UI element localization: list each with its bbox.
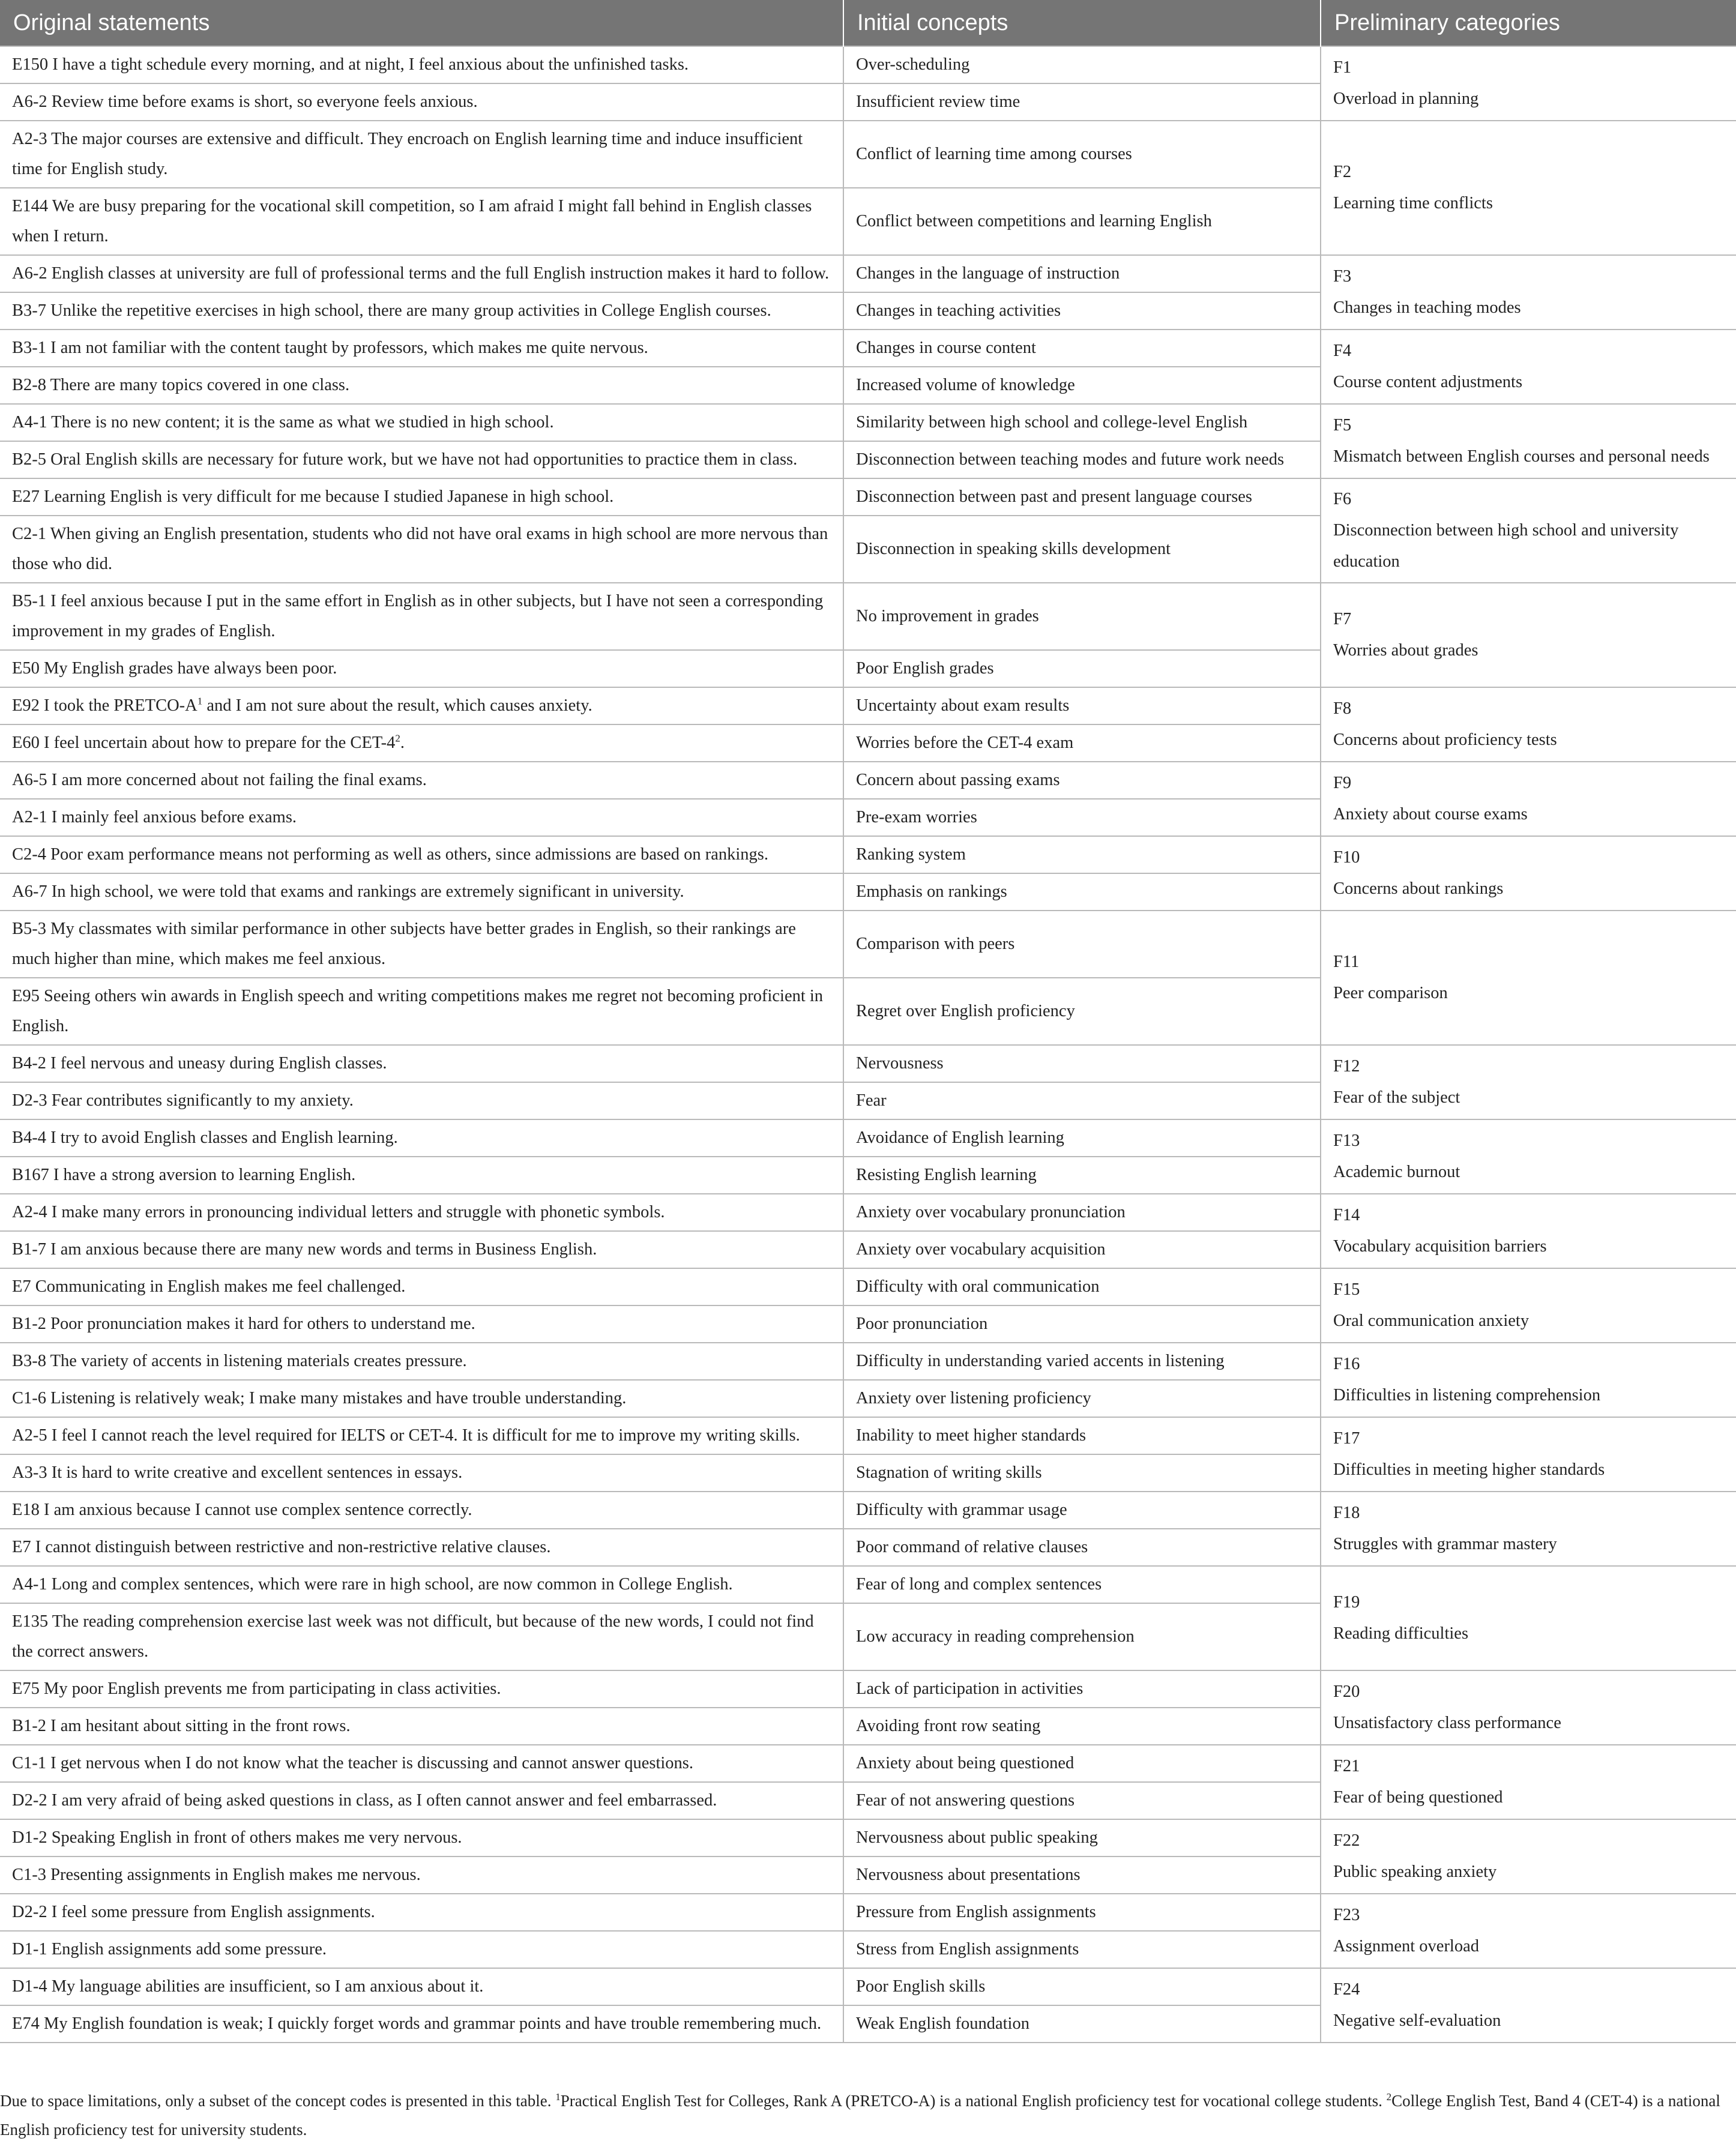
table-row (0, 1045, 1736, 1082)
original-statement-cell (0, 1745, 843, 1782)
statement-text: A2-5 I feel I cannot reach the level required for IELTS or CET-4. It is difficult for me to improve my writing skills. (12, 1426, 800, 1445)
original-statement-cell (0, 367, 843, 404)
statement-text: D1-2 Speaking English in front of others makes me very nervous. (12, 1828, 462, 1847)
category-cell (1321, 46, 1736, 121)
original-statement-cell (0, 1231, 843, 1268)
initial-concept-cell: Low accuracy in reading comprehension (843, 1603, 1321, 1670)
table-row (0, 330, 1736, 367)
category-name: Anxiety about course exams (1333, 805, 1528, 824)
initial-concept-cell: Resisting English learning (843, 1157, 1321, 1194)
table-row (0, 583, 1736, 650)
statement-text: B167 I have a strong aversion to learning English. (12, 1166, 356, 1184)
statement-text: E18 I am anxious because I cannot use complex sentence correctly. (12, 1501, 472, 1519)
category-cell (1321, 836, 1736, 911)
original-statement-cell (0, 583, 843, 650)
original-statement-cell (0, 1305, 843, 1343)
category-cell (1321, 1343, 1736, 1417)
header-initial-concepts: Initial concepts (843, 0, 1321, 46)
original-statement-cell (0, 1454, 843, 1492)
initial-concept-cell: Changes in teaching activities (843, 292, 1321, 330)
original-statement-cell (0, 836, 843, 873)
footnote-marker: 1 (197, 695, 203, 707)
table-row (0, 478, 1736, 516)
category-name: Mismatch between English courses and personal needs (1333, 447, 1710, 466)
statement-text: B3-7 Unlike the repetitive exercises in high school, there are many group activities in College English courses. (12, 301, 771, 320)
statement-text: D2-2 I feel some pressure from English assignments. (12, 1903, 375, 1921)
category-name: Public speaking anxiety (1333, 1862, 1497, 1881)
original-statement-cell (0, 1492, 843, 1529)
statement-text: C2-4 Poor exam performance means not performing as well as others, since admissions are based on rankings. (12, 845, 768, 864)
table-row (0, 1819, 1736, 1856)
initial-concept-cell: Difficulty with grammar usage (843, 1492, 1321, 1529)
statement-text: A6-7 In high school, we were told that exams and rankings are extremely significant in university. (12, 882, 684, 901)
statement-text: E92 I took the PRETCO-A (12, 696, 197, 715)
statement-text: A2-3 The major courses are extensive and difficult. They encroach on English learning time and induce insufficient time for English study. (12, 130, 803, 178)
table-row (0, 687, 1736, 724)
category-name: Disconnection between high school and university education (1333, 521, 1679, 571)
original-statement-cell (0, 1157, 843, 1194)
original-statement-cell (0, 1603, 843, 1670)
category-cell (1321, 1194, 1736, 1268)
initial-concept-cell: Regret over English proficiency (843, 978, 1321, 1045)
category-name: Concerns about rankings (1333, 879, 1504, 898)
category-name: Overload in planning (1333, 89, 1479, 108)
initial-concept-cell: Disconnection in speaking skills development (843, 516, 1321, 583)
category-code: F5 (1333, 416, 1352, 435)
initial-concept-cell: Concern about passing exams (843, 762, 1321, 799)
category-code: F20 (1333, 1682, 1360, 1701)
category-code: F10 (1333, 848, 1360, 867)
table-row (0, 121, 1736, 188)
category-cell (1321, 255, 1736, 330)
statement-text: A2-1 I mainly feel anxious before exams. (12, 808, 297, 827)
original-statement-cell (0, 978, 843, 1045)
original-statement-cell (0, 441, 843, 478)
category-name: Difficulties in listening comprehension (1333, 1386, 1601, 1405)
category-cell (1321, 478, 1736, 583)
original-statement-cell (0, 1380, 843, 1417)
initial-concept-cell: Poor command of relative clauses (843, 1529, 1321, 1566)
original-statement-cell (0, 650, 843, 687)
statement-text: C1-3 Presenting assignments in English makes me nervous. (12, 1865, 421, 1884)
table-row (0, 911, 1736, 978)
original-statement-cell (0, 1194, 843, 1231)
table-header (0, 0, 1736, 46)
statement-text: B1-7 I am anxious because there are many new words and terms in Business English. (12, 1240, 597, 1259)
original-statement-cell (0, 1670, 843, 1708)
category-cell (1321, 1968, 1736, 2043)
category-code: F19 (1333, 1593, 1360, 1612)
category-code: F22 (1333, 1831, 1360, 1850)
category-name: Learning time conflicts (1333, 194, 1493, 212)
statement-text: B2-5 Oral English skills are necessary for future work, but we have not had opportunities to practice them in class. (12, 450, 798, 469)
statement-text: C2-1 When giving an English presentation, students who did not have oral exams in high school are more nervous than those who did. (12, 525, 828, 573)
category-code: F4 (1333, 342, 1352, 360)
initial-concept-cell: Nervousness about public speaking (843, 1819, 1321, 1856)
statement-text: D2-3 Fear contributes significantly to my anxiety. (12, 1091, 354, 1110)
initial-concept-cell: Insufficient review time (843, 83, 1321, 121)
table-row (0, 1566, 1736, 1603)
initial-concept-cell: Inability to meet higher standards (843, 1417, 1321, 1454)
statement-text: C1-6 Listening is relatively weak; I make many mistakes and have trouble understanding. (12, 1389, 627, 1408)
original-statement-cell (0, 478, 843, 516)
initial-concept-cell: Similarity between high school and college-level English (843, 404, 1321, 441)
category-code: F15 (1333, 1280, 1360, 1299)
initial-concept-cell: Stagnation of writing skills (843, 1454, 1321, 1492)
statement-text: E60 I feel uncertain about how to prepare for the CET-4 (12, 733, 396, 752)
table-row (0, 404, 1736, 441)
category-code: F7 (1333, 610, 1352, 628)
statement-text-tail: . (400, 733, 405, 752)
statement-text: B3-8 The variety of accents in listening materials creates pressure. (12, 1352, 467, 1370)
category-cell (1321, 687, 1736, 762)
table-row (0, 1268, 1736, 1305)
initial-concept-cell: Over-scheduling (843, 46, 1321, 83)
category-code: F12 (1333, 1057, 1360, 1076)
header-preliminary-categories: Preliminary categories (1321, 0, 1736, 46)
initial-concept-cell: Ranking system (843, 836, 1321, 873)
category-cell (1321, 1566, 1736, 1670)
category-cell (1321, 1492, 1736, 1566)
category-cell (1321, 1745, 1736, 1819)
initial-concept-cell: Disconnection between teaching modes and future work needs (843, 441, 1321, 478)
category-cell (1321, 1894, 1736, 1968)
category-name: Peer comparison (1333, 984, 1448, 1002)
category-cell (1321, 911, 1736, 1045)
statement-text: A6-2 English classes at university are full of professional terms and the full English instruction makes it hard to follow. (12, 264, 830, 283)
category-name: Unsatisfactory class performance (1333, 1714, 1561, 1732)
statement-text: A6-5 I am more concerned about not failing the final exams. (12, 771, 427, 789)
initial-concept-cell: Poor pronunciation (843, 1305, 1321, 1343)
category-cell (1321, 1045, 1736, 1119)
initial-concept-cell: Poor English skills (843, 1968, 1321, 2005)
statement-text: B5-3 My classmates with similar performance in other subjects have better grades in English, so their rankings are much higher than mine, which makes me feel anxious. (12, 920, 796, 968)
statement-text: A2-4 I make many errors in pronouncing individual letters and struggle with phonetic symbols. (12, 1203, 665, 1221)
statement-text: E150 I have a tight schedule every morning, and at night, I feel anxious about the unfinished tasks. (12, 55, 689, 74)
initial-concept-cell: Anxiety about being questioned (843, 1745, 1321, 1782)
footnote-text-3: College English Test, Band 4 (CET-4) is a national English proficiency test for university students. (0, 2092, 1720, 2139)
initial-concept-cell: Conflict between competitions and learning English (843, 188, 1321, 255)
footnote-marker-1: 1 (555, 2091, 561, 2103)
statement-text: E75 My poor English prevents me from participating in class activities. (12, 1679, 501, 1698)
original-statement-cell (0, 1968, 843, 2005)
footnote-text-1: Due to space limitations, only a subset of the concept codes is presented in this table. (0, 2092, 556, 2110)
initial-concept-cell: Anxiety over vocabulary acquisition (843, 1231, 1321, 1268)
category-code: F17 (1333, 1429, 1360, 1448)
statement-text-tail: and I am not sure about the result, which causes anxiety. (202, 696, 592, 715)
category-code: F18 (1333, 1504, 1360, 1522)
statement-text: B3-1 I am not familiar with the content taught by professors, which makes me quite nervous. (12, 339, 648, 357)
statement-text: E27 Learning English is very difficult for me because I studied Japanese in high school. (12, 487, 614, 506)
original-statement-cell (0, 1082, 843, 1119)
initial-concept-cell: Fear of long and complex sentences (843, 1566, 1321, 1603)
category-cell (1321, 1670, 1736, 1745)
category-code: F21 (1333, 1757, 1360, 1775)
category-code: F13 (1333, 1131, 1360, 1150)
category-name: Concerns about proficiency tests (1333, 730, 1557, 749)
category-code: F8 (1333, 699, 1352, 718)
category-name: Course content adjustments (1333, 373, 1523, 391)
initial-concept-cell: Avoiding front row seating (843, 1708, 1321, 1745)
original-statement-cell (0, 911, 843, 978)
category-code: F9 (1333, 774, 1352, 792)
statement-text: A4-1 There is no new content; it is the same as what we studied in high school. (12, 413, 554, 432)
initial-concept-cell: Difficulty with oral communication (843, 1268, 1321, 1305)
original-statement-cell (0, 1819, 843, 1856)
initial-concept-cell: Worries before the CET-4 exam (843, 724, 1321, 762)
category-name: Changes in teaching modes (1333, 298, 1521, 317)
statement-text: B4-2 I feel nervous and uneasy during English classes. (12, 1054, 387, 1073)
initial-concept-cell: Pressure from English assignments (843, 1894, 1321, 1931)
original-statement-cell (0, 330, 843, 367)
initial-concept-cell: Nervousness (843, 1045, 1321, 1082)
original-statement-cell (0, 1856, 843, 1894)
category-code: F1 (1333, 58, 1352, 77)
original-statement-cell (0, 292, 843, 330)
statement-text: E7 I cannot distinguish between restrictive and non-restrictive relative clauses. (12, 1538, 551, 1556)
category-name: Academic burnout (1333, 1163, 1460, 1181)
original-statement-cell (0, 1119, 843, 1157)
table-row (0, 836, 1736, 873)
category-code: F11 (1333, 953, 1360, 971)
table-row (0, 255, 1736, 292)
original-statement-cell (0, 799, 843, 836)
initial-concept-cell: Weak English foundation (843, 2005, 1321, 2043)
category-name: Fear of the subject (1333, 1088, 1460, 1107)
statement-text: D2-2 I am very afraid of being asked questions in class, as I often cannot answer and feel embarrassed. (12, 1791, 717, 1810)
category-cell (1321, 330, 1736, 404)
initial-concept-cell: Fear (843, 1082, 1321, 1119)
category-cell (1321, 1119, 1736, 1194)
statement-text: E144 We are busy preparing for the vocational skill competition, so I am afraid I might fall behind in English classes when I return. (12, 197, 812, 245)
category-code: F23 (1333, 1906, 1360, 1924)
initial-concept-cell: Increased volume of knowledge (843, 367, 1321, 404)
initial-concept-cell: Disconnection between past and present language courses (843, 478, 1321, 516)
category-name: Oral communication anxiety (1333, 1311, 1530, 1330)
table-row (0, 1343, 1736, 1380)
statement-text: B4-4 I try to avoid English classes and English learning. (12, 1128, 398, 1147)
original-statement-cell (0, 404, 843, 441)
table-row (0, 1417, 1736, 1454)
statement-text: E135 The reading comprehension exercise last week was not difficult, but because of the new words, I could not find the correct answers. (12, 1612, 814, 1661)
original-statement-cell (0, 46, 843, 83)
statement-text: C1-1 I get nervous when I do not know what the teacher is discussing and cannot answer questions. (12, 1754, 694, 1772)
category-code: F3 (1333, 267, 1352, 286)
statement-text: A6-2 Review time before exams is short, so everyone feels anxious. (12, 92, 478, 111)
category-name: Struggles with grammar mastery (1333, 1535, 1557, 1553)
original-statement-cell (0, 724, 843, 762)
category-name: Assignment overload (1333, 1937, 1480, 1956)
statement-text: E7 Communicating in English makes me feel challenged. (12, 1277, 406, 1296)
statement-text: D1-4 My language abilities are insufficient, so I am anxious about it. (12, 1977, 484, 1996)
table-row (0, 1119, 1736, 1157)
table-row (0, 46, 1736, 83)
category-cell (1321, 1268, 1736, 1343)
initial-concept-cell: Changes in the language of instruction (843, 255, 1321, 292)
original-statement-cell (0, 1268, 843, 1305)
table-row (0, 1745, 1736, 1782)
initial-concept-cell: Stress from English assignments (843, 1931, 1321, 1968)
footnote-text-2: Practical English Test for Colleges, Rank A (PRETCO-A) is a national English proficiency test for vocational college students. (560, 2092, 1387, 2110)
initial-concept-cell: Anxiety over listening proficiency (843, 1380, 1321, 1417)
category-name: Reading difficulties (1333, 1624, 1469, 1643)
table-body (0, 46, 1736, 2043)
category-code: F24 (1333, 1980, 1360, 1999)
category-name: Fear of being questioned (1333, 1788, 1503, 1807)
initial-concept-cell: Uncertainty about exam results (843, 687, 1321, 724)
category-name: Negative self-evaluation (1333, 2011, 1501, 2030)
statement-text: A3-3 It is hard to write creative and excellent sentences in essays. (12, 1463, 463, 1482)
original-statement-cell (0, 1566, 843, 1603)
initial-concept-cell: Emphasis on rankings (843, 873, 1321, 911)
header-original-statements: Original statements (0, 0, 843, 46)
table-row (0, 1968, 1736, 2005)
category-code: F16 (1333, 1355, 1360, 1373)
statement-text: A4-1 Long and complex sentences, which were rare in high school, are now common in College English. (12, 1575, 733, 1594)
category-cell (1321, 121, 1736, 255)
table-row (0, 1492, 1736, 1529)
initial-concept-cell: Poor English grades (843, 650, 1321, 687)
category-cell (1321, 1819, 1736, 1894)
initial-concept-cell: Lack of participation in activities (843, 1670, 1321, 1708)
initial-concept-cell: Changes in course content (843, 330, 1321, 367)
category-code: F14 (1333, 1206, 1360, 1224)
category-cell (1321, 404, 1736, 478)
category-name: Worries about grades (1333, 641, 1478, 660)
initial-concept-cell: Anxiety over vocabulary pronunciation (843, 1194, 1321, 1231)
statement-text: E50 My English grades have always been poor. (12, 659, 337, 678)
original-statement-cell (0, 1045, 843, 1082)
original-statement-cell (0, 1782, 843, 1819)
category-code: F2 (1333, 163, 1352, 181)
category-name: Vocabulary acquisition barriers (1333, 1237, 1547, 1256)
statement-text: E95 Seeing others win awards in English speech and writing competitions makes me regret not becoming proficient in English. (12, 987, 824, 1035)
statement-text: B5-1 I feel anxious because I put in the same effort in English as in other subjects, but I have not seen a corresponding improvement in my grades of English. (12, 592, 824, 640)
category-cell (1321, 583, 1736, 687)
original-statement-cell (0, 188, 843, 255)
initial-concept-cell: Difficulty in understanding varied accents in listening (843, 1343, 1321, 1380)
original-statement-cell (0, 1708, 843, 1745)
category-code: F6 (1333, 490, 1352, 508)
initial-concept-cell: No improvement in grades (843, 583, 1321, 650)
footnote-marker: 2 (395, 732, 400, 744)
table-row (0, 1670, 1736, 1708)
initial-concept-cell: Nervousness about presentations (843, 1856, 1321, 1894)
original-statement-cell (0, 1894, 843, 1931)
original-statement-cell (0, 1529, 843, 1566)
original-statement-cell (0, 762, 843, 799)
original-statement-cell (0, 1931, 843, 1968)
original-statement-cell (0, 687, 843, 724)
initial-concept-cell: Fear of not answering questions (843, 1782, 1321, 1819)
table-row (0, 762, 1736, 799)
statement-text: B1-2 I am hesitant about sitting in the front rows. (12, 1717, 351, 1735)
original-statement-cell (0, 121, 843, 188)
statement-text: D1-1 English assignments add some pressure. (12, 1940, 327, 1959)
initial-concept-cell: Conflict of learning time among courses (843, 121, 1321, 188)
original-statement-cell (0, 1343, 843, 1380)
original-statement-cell (0, 1417, 843, 1454)
category-cell (1321, 762, 1736, 836)
category-name: Difficulties in meeting higher standards (1333, 1460, 1605, 1479)
table-row (0, 1194, 1736, 1231)
table-row (0, 1894, 1736, 1931)
statement-text: B1-2 Poor pronunciation makes it hard for others to understand me. (12, 1314, 475, 1333)
category-cell (1321, 1417, 1736, 1492)
original-statement-cell (0, 873, 843, 911)
original-statement-cell (0, 83, 843, 121)
original-statement-cell (0, 2005, 843, 2043)
statement-text: B2-8 There are many topics covered in one class. (12, 376, 350, 394)
initial-concept-cell: Pre-exam worries (843, 799, 1321, 836)
original-statement-cell (0, 516, 843, 583)
footnote-marker-2: 2 (1386, 2091, 1392, 2103)
original-statement-cell (0, 255, 843, 292)
initial-concept-cell: Avoidance of English learning (843, 1119, 1321, 1157)
statement-text: E74 My English foundation is weak; I quickly forget words and grammar points and have trouble remembering much. (12, 2014, 822, 2033)
initial-concept-cell: Comparison with peers (843, 911, 1321, 978)
